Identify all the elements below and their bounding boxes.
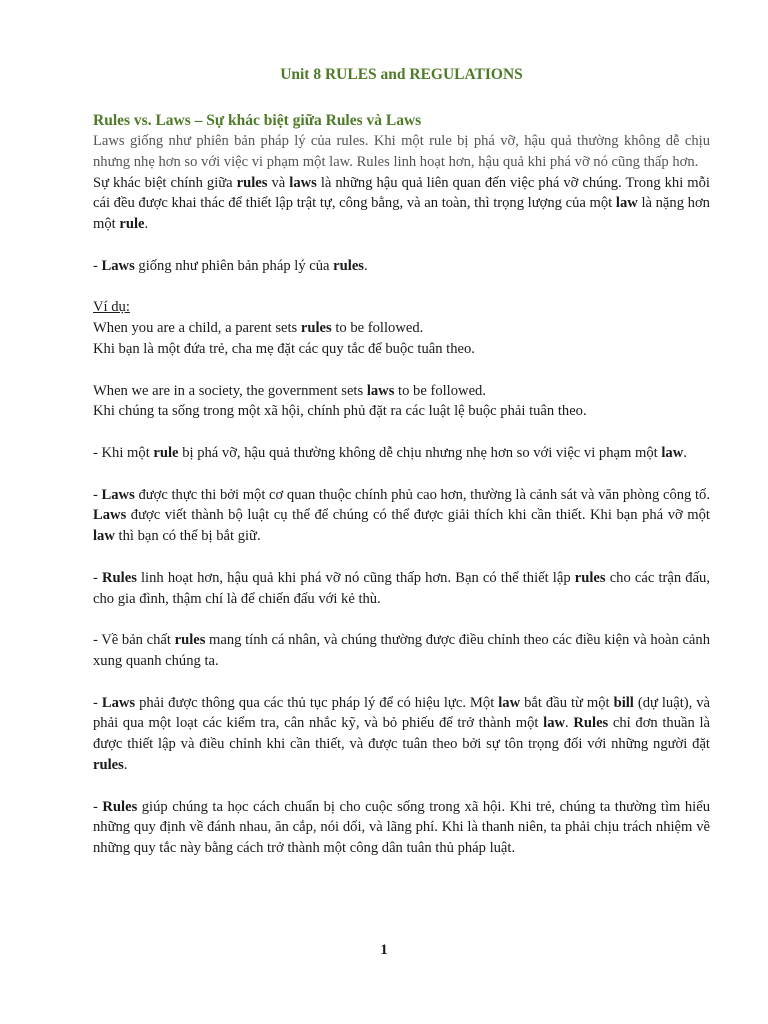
example-2-english — [93, 381, 710, 402]
text-segment: thì bạn có thể bị bắt giữ. — [114, 528, 261, 545]
text-segment: to be followed. — [331, 320, 424, 337]
text-segment: được viết thành bộ luật cụ thể để chúng có thể được giải thích khi cần thiết. Khi bạn phá vỡ một — [126, 507, 710, 524]
bold-keyword: Laws — [101, 694, 136, 711]
text-segment: (dự luật), và phải qua một loạt các kiểm tra, cân nhắc kỹ, và bỏ phiếu để trở thành một — [93, 694, 711, 732]
intro-paragraph: Laws giống như phiên bản pháp lý của rules. Khi một rule bị phá vỡ, hậu quả thường không dễ chịu nhưng nhẹ hơn so với việc vi phạm một law. Rules linh hoạt hơn, hậu quả khi phá vỡ nó cũng thấp hơn. — [93, 133, 710, 170]
bold-keyword: Laws — [93, 507, 127, 524]
bold-keyword: Rules — [102, 798, 138, 815]
text-segment: . — [683, 444, 687, 461]
bold-keyword: bill — [613, 694, 634, 711]
page-number: 1 — [380, 942, 388, 958]
bold-keyword: laws — [366, 382, 395, 399]
bold-keyword: law — [661, 444, 684, 461]
text-segment: là nặng hơn một — [93, 195, 710, 233]
bold-keyword: Laws — [101, 257, 135, 274]
paragraph-rules-personal — [93, 630, 710, 672]
bold-keyword: laws — [289, 174, 317, 191]
bold-keyword: law — [93, 528, 115, 545]
paragraph-rule-broken — [93, 443, 710, 464]
bold-keyword: law — [615, 195, 638, 212]
text-segment: to be followed. — [394, 382, 486, 399]
example-1-english — [93, 318, 710, 339]
paragraph-rules-flexible — [93, 568, 710, 610]
text-segment: bị phá vỡ, hậu quả thường không dễ chịu nhưng nhẹ hơn so với việc vi phạm một — [178, 444, 662, 461]
text-segment: - — [93, 798, 103, 815]
text-segment: . — [144, 216, 149, 233]
text-segment: cho các trận đấu, cho gia đình, thậm chí là để chiến đấu với kẻ thù. — [93, 569, 710, 607]
example-1-vietnamese: Khi bạn là một đứa trẻ, cha mẹ đặt các quy tắc để buộc tuân theo. — [93, 340, 475, 357]
bold-keyword: Rules — [102, 569, 137, 586]
text-segment: phải được thông qua các thủ tục pháp lý để có hiệu lực. Một — [135, 694, 499, 711]
bold-keyword: rule — [119, 216, 145, 233]
text-segment: bắt đầu từ một — [520, 694, 614, 711]
text-segment: được thực thi bởi một cơ quan thuộc chính phủ cao hơn, thường là cảnh sát và văn phòng công tố. — [134, 486, 710, 503]
text-segment: linh hoạt hơn, hậu quả khi phá vỡ nó cũng thấp hơn. Bạn có thể thiết lập — [136, 569, 575, 586]
paragraph-laws-enforced — [93, 485, 710, 547]
bold-keyword: rule — [153, 444, 179, 461]
text-segment: - — [93, 257, 102, 274]
text-segment: When we are in a society, the government sets — [93, 382, 367, 399]
bold-keyword: law — [498, 694, 521, 711]
bold-keyword: law — [543, 715, 566, 732]
text-segment: When you are a child, a parent sets — [93, 320, 301, 337]
text-segment: - Khi một — [93, 444, 154, 461]
text-segment: - — [93, 569, 102, 586]
example-2-vietnamese: Khi chúng ta sống trong một xã hội, chính phủ đặt ra các luật lệ buộc phải tuân theo. — [93, 403, 587, 420]
text-segment: giống như phiên bản pháp lý của — [134, 257, 334, 274]
bold-keyword: Laws — [101, 486, 135, 503]
bold-keyword: rules — [93, 756, 124, 773]
bold-keyword: Rules — [573, 715, 609, 732]
document-title: Unit 8 RULES and REGULATIONS — [280, 66, 523, 83]
bold-keyword: rules — [236, 174, 268, 191]
text-segment: và — [267, 174, 290, 191]
text-segment: Sự khác biệt chính giữa — [93, 174, 237, 191]
example-label: Ví dụ: — [93, 299, 130, 316]
document-page — [93, 60, 710, 859]
text-segment: - — [93, 486, 102, 503]
text-segment: - — [93, 694, 102, 711]
bold-keyword: rules — [333, 257, 364, 274]
text-segment: là những hậu quả liên quan đến việc phá vỡ chúng. Trong khi mỗi cái đều được khai thác để thiết lập trật tự, công bằng, và an toàn, thì trọng lượng của một — [93, 174, 710, 212]
text-segment: - Về bản chất — [93, 632, 175, 649]
paragraph-laws-procedure — [93, 693, 710, 776]
section-heading: Rules vs. Laws – Sự khác biệt giữa Rules và Laws — [93, 112, 422, 129]
text-segment: mang tính cá nhân, và chúng thường được điều chỉnh theo các điều kiện và hoàn cảnh xung quanh chúng ta. — [93, 632, 710, 669]
text-segment: . — [363, 257, 368, 274]
bold-keyword: rules — [574, 569, 606, 586]
paragraph-rules-prepare — [93, 797, 710, 859]
text-segment: chỉ đơn thuần là được thiết lập và điều chỉnh khi cần thiết, và được tuân theo bởi sự tôn trọng đối với những người đặt — [93, 715, 710, 753]
paragraph-main-difference — [93, 173, 710, 235]
bold-keyword: rules — [300, 320, 332, 337]
text-segment: giúp chúng ta học cách chuẩn bị cho cuộc sống trong xã hội. Khi trẻ, chúng ta thường tìm hiểu những quy định về đánh nhau, ăn cắp, nói dối, và lãng phí. Khi là thanh niên, ta phải chịu trách nhiệm về những quy tắc này bằng cách trở thành một công dân tuân thủ pháp luật. — [93, 798, 710, 857]
bold-keyword: rules — [174, 632, 206, 649]
text-segment: . — [565, 715, 574, 732]
paragraph-laws-legal-version — [93, 256, 710, 277]
text-segment: . — [123, 756, 128, 773]
